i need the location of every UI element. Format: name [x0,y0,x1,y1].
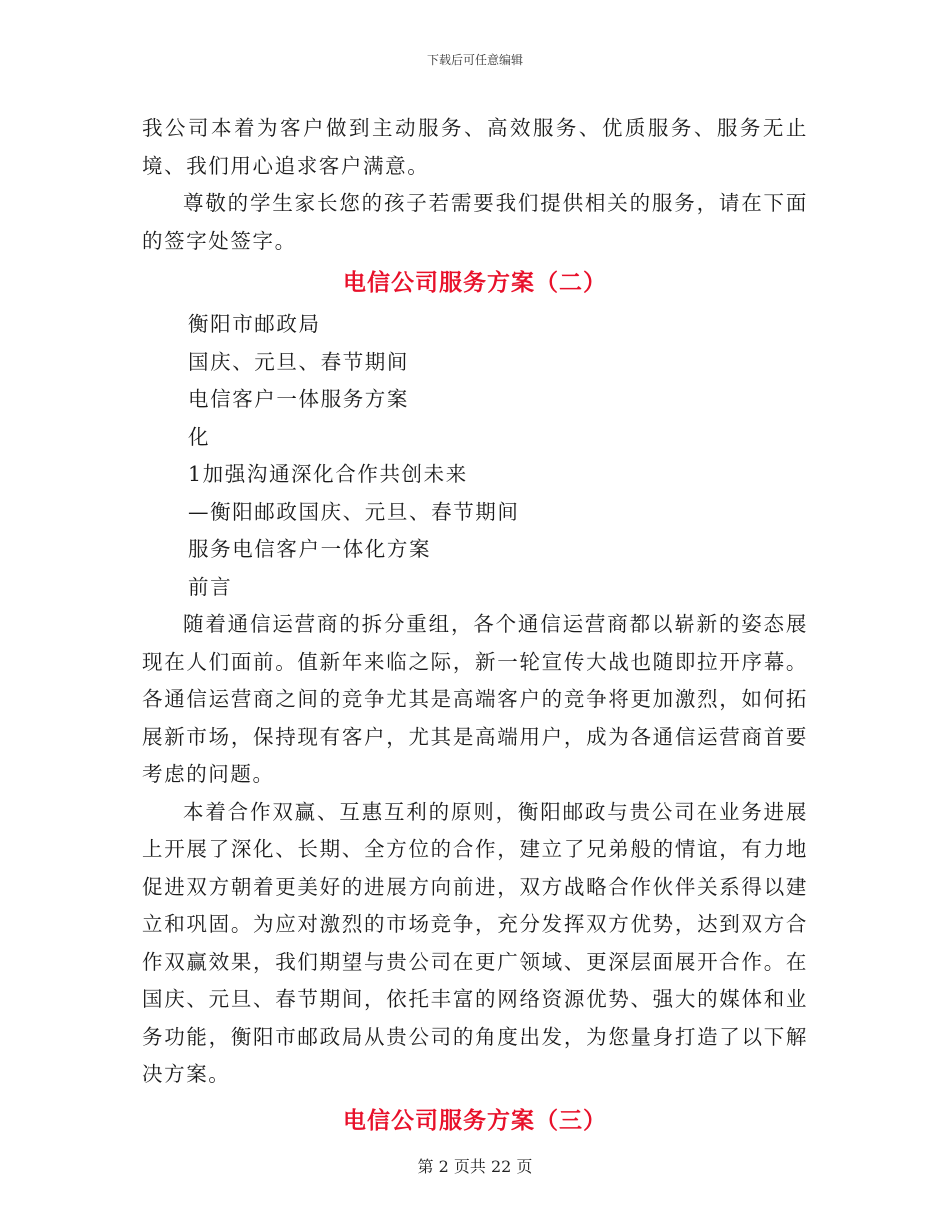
intro-paragraph-1: 我公司本着为客户做到主动服务、高效服务、优质服务、服务无止境、我们用心追求客户满意。 [142,116,808,178]
cooperation-paragraph: 本着合作双赢、互惠互利的原则，衡阳邮政与贵公司在业务进展上开展了深化、长期、全方位的合作，建立了兄弟般的情谊，有力地促进双方朝着更美好的进展方向前进，双方战略合作伙伴关系得以建立和巩固。为应对激烈的市场竞争，充分发挥双方优势，达到双方合作双赢效果，我们期望与贵公司在更广领域、更深层面展开合作。在国庆、元旦、春节期间，依托丰富的网络资源优势、强大的媒体和业务功能，衡阳市邮政局从贵公司的角度出发，为您量身打造了以下解决方案。 [142,799,808,1086]
line-slogan: 1加强沟通深化合作共创未来 [188,462,468,486]
page-footer: 第 2 页共 22 页 [417,1157,533,1176]
line-hua: 化 [188,424,211,449]
line-period: 国庆、元旦、春节期间 [188,349,409,374]
line-org: 衡阳市邮政局 [188,312,321,336]
section-3-heading: 电信公司服务方案（三） [343,1107,607,1134]
section-2-heading: 电信公司服务方案（二） [343,270,607,296]
line-plan-title: 电信客户一体服务方案 [188,387,409,411]
line-preface-label: 前言 [188,574,233,599]
line-subtitle: —衡阳邮政国庆、元旦、春节期间 [188,499,520,524]
document-body [142,110,808,1144]
page-header: 下载后可任意编辑 [426,53,523,67]
line-subtitle-2: 服务电信客户一体化方案 [188,537,432,561]
preface-paragraph: 随着通信运营商的拆分重组，各个通信运营商都以崭新的姿态展现在人们面前。值新年来临之际，新一轮宣传大战也随即拉开序幕。各通信运营商之间的竞争尤其是高端客户的竞争将更加激烈，如何拓展新市场，保持现有客户，尤其是高端用户，成为各通信运营商首要考虑的问题。 [142,612,808,786]
intro-paragraph-2: 尊敬的学生家长您的孩子若需要我们提供相关的服务，请在下面的签字处签字。 [142,191,808,253]
